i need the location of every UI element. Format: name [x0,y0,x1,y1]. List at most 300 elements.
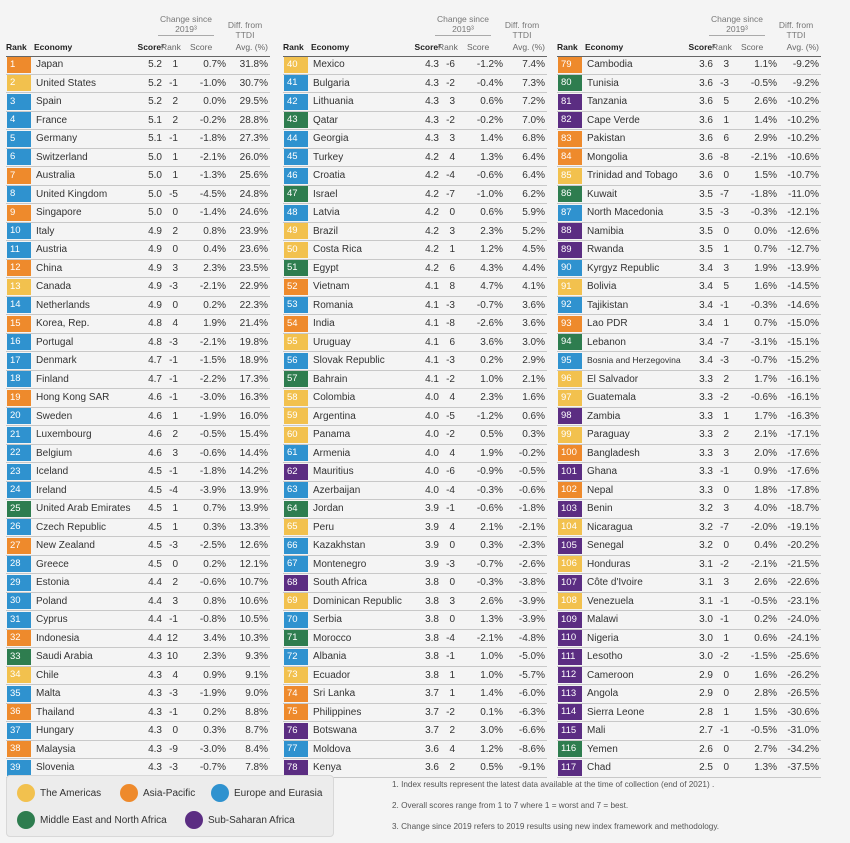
rank-badge: 15 [7,316,31,332]
score-value: 3.6 [699,114,713,126]
score-value: 4.5 [148,484,162,496]
rank-badge: 79 [558,57,582,73]
economy-name: Thailand [36,706,75,718]
diff-avg-value: 31.8% [239,59,268,70]
change-rank-value: 1 [172,410,178,422]
change-score-value: -1.5% [199,355,226,366]
change-rank-value: -3 [169,688,178,699]
change-score-value: 4.0% [754,503,777,514]
table-row [557,75,821,94]
diff-avg-value: 16.3% [239,392,268,403]
rank-badge: 53 [284,297,308,313]
diff-avg-value: -25.6% [787,651,819,662]
rank-badge: 11 [7,242,31,258]
rank-badge: 99 [558,427,582,443]
rank-badge: 2 [7,75,31,91]
change-score-value: 1.2% [480,244,503,255]
change-rank-value: 4 [449,521,455,533]
score-value: 4.2 [425,170,439,181]
score-value: 4.4 [148,595,162,607]
score-value: 4.2 [425,262,439,274]
diff-avg-value: -9.1% [518,762,545,773]
table-row [283,56,547,75]
score-value: 3.3 [699,373,713,385]
change-score-value: 1.0% [480,373,503,385]
economy-name: Bulgaria [313,77,350,89]
change-rank-value: 0 [723,688,729,699]
score-value: 4.7 [148,355,162,366]
economy-name: Dominican Republic [313,595,402,607]
score-value: 3.3 [699,410,713,422]
change-score-value: 0.2% [203,299,226,311]
table-row [557,260,821,279]
diff-avg-value: 13.3% [239,521,268,533]
change-score-value: -0.5% [750,77,777,89]
change-score-value: 0.2% [754,614,777,625]
table-row [6,500,270,519]
rank-badge: 113 [558,686,582,702]
change-score-value: 2.3% [203,262,226,274]
diff-avg-value: -17.6% [787,466,819,477]
change-since-2019-header: Change since 2019³ [160,14,212,34]
asia-pacific-swatch [120,784,138,802]
table-row [6,667,270,686]
change-rank-value: 4 [172,669,178,681]
avg-header: Avg. (%) [235,42,268,52]
score-value: 3.4 [699,281,713,292]
rank-badge: 61 [284,445,308,461]
table-row [557,463,821,482]
table-row [557,648,821,667]
diff-avg-value: -12.6% [787,225,819,237]
rank-badge: 74 [284,686,308,702]
change-rank-value: 1 [172,59,178,70]
change-rank-value: -3 [446,355,455,366]
diff-avg-value: 15.4% [239,429,268,440]
table-row [283,75,547,94]
change-rank-value: 0 [723,762,729,773]
diff-avg-value: -26.2% [787,669,819,681]
change-rank-value: 2 [172,114,178,126]
table-row [283,93,547,112]
rank-badge: 20 [7,408,31,424]
diff-avg-value: 3.6% [522,318,545,329]
rank-badge: 103 [558,501,582,517]
table-row [283,685,547,704]
score-value: 3.3 [699,466,713,477]
economy-name: Pakistan [587,133,626,144]
diff-avg-value: 14.4% [239,447,268,459]
change-rank-value: -7 [720,521,729,533]
table-row [6,75,270,94]
change-rank-value: -2 [720,392,729,403]
rank-badge: 31 [7,612,31,628]
table-row [6,186,270,205]
change-score-value: -1.3% [199,170,226,181]
table-row [6,482,270,501]
table-row [6,167,270,186]
table-row [557,352,821,371]
change-rank-value: -1 [169,614,178,625]
economy-name: Georgia [313,133,349,144]
change-score-value: 0.4% [754,540,777,551]
economy-name: France [36,114,68,126]
rank-badge: 35 [7,686,31,702]
rank-badge: 65 [284,519,308,535]
rank-badge: 24 [7,482,31,498]
diff-from-avg-header: Diff. from TTDI [227,20,263,40]
table-row [283,445,547,464]
diff-avg-value: -4.8% [518,632,545,644]
score-value: 4.0 [425,392,439,403]
diff-avg-value: 1.6% [522,392,545,403]
change-rank-value: 4 [172,318,178,329]
table-row [557,389,821,408]
economy-name: New Zealand [36,540,95,551]
score-value: 4.3 [148,762,162,773]
change-rank-value: 0 [172,558,178,570]
rank-badge: 71 [284,630,308,646]
table-row [557,297,821,316]
economy-name: Germany [36,133,78,144]
change-rank-value: -4 [446,484,455,496]
economy-name: Vietnam [313,281,350,292]
diff-avg-value: 5.9% [522,207,545,218]
change-score-value: -2.1% [750,151,777,163]
economy-name: Lesotho [587,651,623,662]
table-row [6,112,270,131]
change-rank-value: -1 [169,392,178,403]
score-value: 3.8 [425,632,439,644]
rank-badge: 91 [558,279,582,295]
change-score-value: -1.8% [199,133,226,144]
change-rank-value: 4 [449,743,455,755]
rank-badge: 60 [284,427,308,443]
change-since-2019-header: Change since 2019³ [711,14,763,34]
diff-avg-value: 12.6% [239,540,268,551]
change-score-value: -0.3% [750,207,777,218]
rank-badge: 9 [7,205,31,221]
economy-name: Angola [587,688,619,699]
change-score-value: 1.1% [754,59,777,70]
table-row [557,519,821,538]
rank-badge: 87 [558,205,582,221]
change-score-value: -0.5% [750,725,777,736]
economy-name: Morocco [313,632,352,644]
change-score-value: 0.3% [203,521,226,533]
score-value: 4.0 [425,484,439,496]
diff-avg-value: -16.3% [787,410,819,422]
table-row [557,278,821,297]
change-rank-value: -1 [720,614,729,625]
economy-name: El Salvador [587,373,639,385]
change-score-value: 0.9% [203,669,226,681]
region-legend [6,775,334,837]
change-score-value: 0.3% [203,725,226,736]
economy-name: Ecuador [313,669,351,681]
diff-avg-value: -15.0% [787,318,819,329]
change-rank-value: 3 [449,96,455,107]
change-rank-value: 6 [723,133,729,144]
score-value: 3.0 [699,614,713,625]
table-row [283,537,547,556]
diff-avg-value: 2.1% [522,373,545,385]
diff-avg-value: -20.2% [787,540,819,551]
table-row [283,630,547,649]
rank-badge: 106 [558,556,582,572]
rank-badge: 77 [284,741,308,757]
rank-badge: 13 [7,279,31,295]
diff-avg-value: 28.8% [239,114,268,126]
ranking-rows [283,56,547,778]
economy-name: Tanzania [587,96,628,107]
score-value: 4.3 [425,133,439,144]
score-value: 4.7 [148,373,162,385]
rank-badge: 4 [7,112,31,128]
diff-avg-value: -14.6% [787,299,819,311]
rank-badge: 30 [7,593,31,609]
change-score-value: -2.2% [199,373,226,385]
change-score-value: 1.3% [480,151,503,163]
economy-name: Lithuania [313,96,354,107]
score-value: 3.6 [699,170,713,181]
diff-avg-value: 6.8% [522,133,545,144]
table-row [283,352,547,371]
table-row [6,611,270,630]
rank-badge: 112 [558,667,582,683]
change-rank-value: -5 [446,410,455,422]
economy-name: Bahrain [313,373,348,385]
change-rank-value: 0 [723,170,729,181]
score-value: 4.1 [425,336,439,348]
diff-avg-value: 16.0% [239,410,268,422]
rank-badge: 39 [7,760,31,776]
score-value: 3.4 [699,299,713,311]
score-value: 4.4 [148,614,162,625]
change-rank-value: 0 [723,225,729,237]
diff-avg-value: 23.6% [239,244,268,255]
change-rank-value: -2 [720,651,729,662]
economy-name: Belgium [36,447,73,459]
economy-name: Ghana [587,466,618,477]
rank-badge: 105 [558,538,582,554]
change-rank-value: -1 [720,595,729,607]
economy-name: Argentina [313,410,356,422]
economy-name: Uruguay [313,336,351,348]
change-rank-value: -9 [169,743,178,755]
rank-badge: 116 [558,741,582,757]
table-row [6,241,270,260]
table-row [283,371,547,390]
change-score-value: -0.7% [476,558,503,570]
score-value: 4.3 [148,651,162,662]
change-rank-value: 2 [172,225,178,237]
diff-avg-value: -0.2% [518,447,545,459]
score-value: 4.9 [148,225,162,237]
diff-avg-value: 13.9% [239,503,268,514]
table-row [6,722,270,741]
economy-name: Montenegro [313,558,367,570]
rank-header: Rank [283,42,304,52]
rank-badge: 12 [7,260,31,276]
score-value: 3.3 [699,392,713,403]
rank-badge: 97 [558,390,582,406]
score-value: 4.3 [148,725,162,736]
table-row [6,223,270,242]
rank-badge: 57 [284,371,308,387]
change-rank-value: 1 [449,244,455,255]
rank-badge: 95 [558,353,582,369]
diff-avg-value: -23.1% [787,595,819,607]
change-score-value: 0.7% [203,59,226,70]
table-row [6,704,270,723]
score-value: 3.1 [699,558,713,570]
rank-badge: 62 [284,464,308,480]
rank-badge: 46 [284,168,308,184]
change-rank-value: 2 [723,373,729,385]
diff-avg-value: -21.5% [787,558,819,570]
score-value: 4.5 [148,540,162,551]
change-rank-value: 1 [723,706,729,718]
table-row [283,667,547,686]
table-row [6,648,270,667]
change-rank-value: 3 [723,262,729,274]
change-rank-value: 2 [449,762,455,773]
change-score-value: 0.6% [754,632,777,644]
score-value: 3.6 [699,151,713,163]
change-rank-value: 3 [449,595,455,607]
change-score-value: 3.0% [480,725,503,736]
sub-saharan-africa-swatch [185,811,203,829]
change-score-value: -3.9% [199,484,226,496]
change-rank-value: 5 [723,281,729,292]
footnote-3: 3. Change since 2019 refers to 2019 results using new index framework and methodology. [392,822,720,831]
economy-name: Turkey [313,151,344,163]
change-rank-value: 1 [449,688,455,699]
table-row [283,500,547,519]
economy-name: Azerbaijan [313,484,361,496]
change-score-value: -0.3% [750,299,777,311]
ranking-rows [6,56,270,778]
table-row [6,574,270,593]
score-value: 3.9 [425,503,439,514]
economy-name: Nepal [587,484,614,496]
economy-name: Costa Rica [313,244,362,255]
economy-name: Benin [587,503,613,514]
diff-from-avg-header: Diff. from TTDI [504,20,540,40]
table-row [283,186,547,205]
economy-header: Economy [585,42,624,52]
score-value: 5.2 [148,59,162,70]
legend-item-europe-eurasia: Europe and Eurasia [211,784,322,802]
economy-name: Hungary [36,725,74,736]
change-score-value: 2.6% [754,577,777,588]
economy-name: China [36,262,63,274]
economy-name: Zambia [587,410,621,422]
rank-badge: 59 [284,408,308,424]
score-value: 3.1 [699,595,713,607]
rank-badge: 14 [7,297,31,313]
score-value: 4.6 [148,447,162,459]
rank-badge: 102 [558,482,582,498]
diff-avg-value: 9.1% [245,669,268,681]
economy-name: Czech Republic [36,521,107,533]
rank-badge: 72 [284,649,308,665]
economy-name: Chad [587,762,611,773]
rank-badge: 55 [284,334,308,350]
diff-avg-value: -6.3% [518,706,545,718]
rank-badge: 98 [558,408,582,424]
change-score-value: 0.4% [203,244,226,255]
economy-name: Singapore [36,207,82,218]
diff-avg-value: 7.2% [522,96,545,107]
change-rank-value: 6 [449,262,455,274]
table-row [6,278,270,297]
table-row [6,463,270,482]
change-score-value: -1.8% [750,188,777,200]
diff-avg-value: -6.0% [518,688,545,699]
table-row [557,704,821,723]
table-row [557,223,821,242]
change-rank-value: 0 [723,540,729,551]
diff-avg-value: 29.5% [239,96,268,107]
economy-name: Côte d'Ivoire [587,577,643,588]
rank-badge: 16 [7,334,31,350]
table-row [283,297,547,316]
economy-name: Cambodia [587,59,633,70]
score-value: 3.8 [425,614,439,625]
change-rank-value: 0 [449,540,455,551]
rank-header: Rank [557,42,578,52]
score-value: 3.6 [699,133,713,144]
score-value: 3.2 [699,503,713,514]
diff-avg-value: 7.0% [522,114,545,126]
table-row [6,56,270,75]
change-score-value: -0.6% [476,503,503,514]
change-score-value: 1.7% [754,410,777,422]
change-rank-value: 4 [449,151,455,163]
economy-name: North Macedonia [587,207,664,218]
change-rank-value: 1 [172,170,178,181]
change-score-value: 0.8% [203,595,226,607]
economy-name: Kenya [313,762,342,773]
score-value: 3.7 [425,706,439,718]
change-rank-value: 0 [723,743,729,755]
table-row [283,426,547,445]
table-row [6,519,270,538]
diff-avg-value: -19.1% [787,521,819,533]
diff-avg-value: -16.1% [787,373,819,385]
diff-avg-value: -6.6% [518,725,545,736]
change-rank-value: -8 [720,151,729,163]
score-value: 4.3 [148,706,162,718]
change-score-value: 2.6% [754,96,777,107]
change-rank-value: -1 [446,503,455,514]
economy-name: Moldova [313,743,351,755]
score-value: 3.1 [699,577,713,588]
column-header [6,12,270,56]
diff-avg-value: -0.6% [518,484,545,496]
change-score-value: -1.8% [199,466,226,477]
score-value: 4.0 [425,447,439,459]
table-row [283,593,547,612]
diff-avg-value: -37.5% [787,762,819,773]
table-row [283,334,547,353]
score-value: 4.2 [425,151,439,163]
change-score-header: Score [190,42,213,52]
score-value: 4.5 [148,521,162,533]
rank-badge: 26 [7,519,31,535]
